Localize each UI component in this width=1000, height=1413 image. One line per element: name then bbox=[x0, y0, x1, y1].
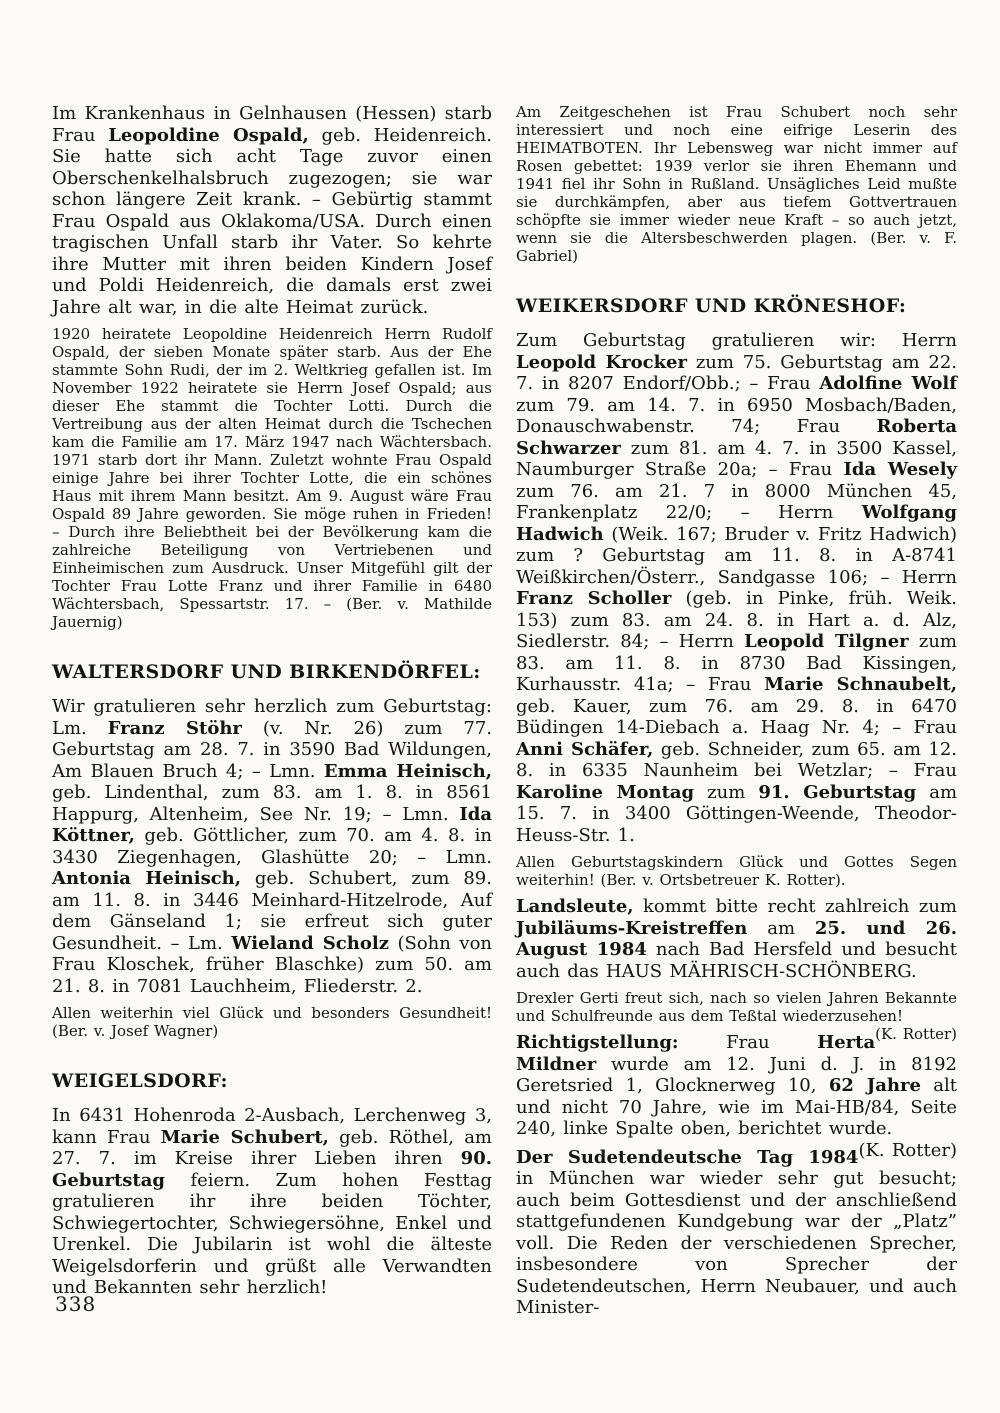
text-run: kommt bitte recht zahlreich zum bbox=[633, 896, 957, 917]
text-run: geb. Göttlicher, zum 70. am 4. 8. in 3430 Ziegenhagen, Glashütte 20; – Lmn. bbox=[52, 825, 492, 868]
article-paragraph bbox=[52, 103, 492, 318]
text-run: zum 75. Geburtstag am 22. 7. in 8207 Endorf/Obb.; – Frau bbox=[516, 351, 957, 394]
text-run: Frau bbox=[678, 1032, 818, 1053]
bold-text-run: Herta Mildner bbox=[516, 1032, 876, 1075]
text-run: zum 83. am 11. 8. in 8730 Bad Kissingen, Kurhausstr. 41a; – Frau bbox=[516, 631, 957, 695]
bold-text-run: Franz Scholler bbox=[516, 588, 672, 609]
article-paragraph bbox=[52, 1004, 492, 1040]
text-run: geb. Röthel, am 27. 7. im Kreise ihrer Lieben ihren bbox=[52, 1126, 493, 1169]
text-run: zum 81. am 4. 7. in 3500 Kassel, Naumburger Straße 20a; – Frau bbox=[516, 437, 957, 480]
section-heading: WEIKERSDORF UND KRÖNESHOF: bbox=[516, 295, 907, 317]
bold-text-run: 90. Geburtstag bbox=[52, 1148, 492, 1191]
bold-text-run: Marie Schubert, bbox=[160, 1126, 329, 1148]
text-run: In 6431 Hohenroda 2-Ausbach, Lerchenweg 3, kann Frau bbox=[52, 1105, 492, 1148]
bold-text-run: Antonia Heinisch, bbox=[52, 868, 242, 889]
bold-text-run: Wieland Scholz bbox=[231, 932, 389, 954]
article-paragraph bbox=[52, 325, 492, 631]
text-run: geb. Lindenthal, zum 83. am 1. 8. in 8561 Happurg, Altenheim, See Nr. 19; – Lmn. bbox=[52, 782, 492, 825]
text-run: am bbox=[747, 917, 815, 939]
text-run: 1920 heiratete Leopoldine Heidenreich Herrn Rudolf Ospald, der sieben Monate später starb. Aus der Ehe stammte Sohn Rudi, der im 2. Weltkrieg gefallen ist. Im November 1922 heiratete sie Herrn Josef Ospald; aus dieser Ehe stammt die Tochter Lotti. Durch die Vertreibung aus der alten Heimat durch die Tschechen kam die Familie am 17. März 1947 nach Wächtersbach. 1971 starb dort ihr Mann. Zuletzt wohnte Frau Ospald einige Jahre bei ihrer Tochter Lotte, die ein schönes Haus mit ihrem Mann besitzt. Am 9. August wäre Frau Ospald 89 Jahre geworden. Sie möge ruhen in Frieden! – Durch ihre Beliebtheit bei der Bevölkerung kam die zahlreiche Beteiligung von Vertriebenen und Einheimischen zum Ausdruck. Unser Mitgefühl gilt der Tochter Frau Lotte Franz und ihrer Familie in 6480 Wächtersbach, Spessartstr. 17. – (Ber. v. Mathilde Jauernig) bbox=[52, 325, 492, 631]
text-run: wurde am 12. Juni d. J. in 8192 Geretsried 1, Glocknerweg 10, bbox=[516, 1053, 957, 1096]
bold-text-run: Marie Schnaubelt, bbox=[764, 674, 958, 695]
text-run: (Weik. 167; Bruder v. Fritz Hadwich) zum ? Geburtstag am 11. 8. in A-8741 Weißkirchen/Österr., Sandgasse 106; – Herrn bbox=[516, 523, 957, 588]
text-run: geb. Heidenreich. Sie hatte sich acht Tage zuvor einen Oberschenkelhalsbruch zugezogen; sie war schon längere Zeit krank. – Gebürtig stammt Frau Ospald aus Oklakoma/USA. Durch einen tragischen Unfall starb ihr Vater. So kehrte ihre Mutter mit ihren beiden Kindern Josef und Poldi Heidenreich, die damals erst zwei Jahre alt war, in die alte Heimat zurück. bbox=[52, 124, 492, 318]
bold-text-run: 91. Geburtstag bbox=[758, 781, 917, 803]
section-heading: WEIGELSDORF: bbox=[52, 1070, 228, 1092]
bold-text-run: Der Sudetendeutsche Tag 1984 bbox=[516, 1146, 859, 1168]
bold-text-run: Anni Schäfer, bbox=[516, 738, 654, 760]
article-paragraph bbox=[516, 853, 957, 889]
article-paragraph bbox=[516, 896, 957, 982]
text-run: (K. Rotter) bbox=[875, 1025, 957, 1043]
text-run: in München war wieder sehr gut besucht; auch beim Gottesdienst und der anschließend stattgefundenen Kundgebung war der „Platz” voll. Die Reden der verschiedenen Sprecher, insbesondere von Sprecher der Sudetendeutschen, Herrn Neubauer, und auch Minister- bbox=[516, 1168, 957, 1318]
text-run: Allen weiterhin viel Glück und besonders Gesundheit! (Ber. v. Josef Wagner) bbox=[52, 1004, 492, 1040]
bold-text-run: Leopold Tilgner bbox=[744, 631, 909, 652]
text-run: Drexler Gerti freut sich, nach so vielen Jahren Bekannte und Schulfreunde aus dem Teßtal wiederzusehen! bbox=[516, 989, 957, 1025]
article-paragraph bbox=[52, 1105, 492, 1299]
bold-text-run: Jubiläums-Kreistreffen bbox=[516, 917, 748, 939]
bold-text-run: Franz Stöhr bbox=[107, 717, 242, 739]
bold-text-run: Adolfine Wolf bbox=[819, 373, 958, 394]
bold-text-run: Emma Heinisch, bbox=[323, 760, 492, 782]
text-run: (Sohn von Frau Kloschek, früher Blaschke) zum 50. am 21. 8. in 7081 Lauchheim, Fliederstr. 2. bbox=[52, 932, 493, 997]
page-number: 338 bbox=[55, 1292, 97, 1316]
article-paragraph bbox=[516, 103, 957, 265]
bold-text-run: 25. und 26. August 1984 bbox=[516, 917, 957, 960]
text-run: nach Bad Hersfeld und besucht auch das HAUS MÄHRISCH-SCHÖNBERG. bbox=[516, 939, 957, 982]
text-run: Allen Geburtstagskindern Glück und Gottes Segen weiterhin! (Ber. v. Ortsbetreuer K. Rotter). bbox=[516, 853, 957, 889]
text-run: Im Krankenhaus in Gelnhausen (Hessen) starb Frau bbox=[52, 103, 492, 146]
text-run: geb. Kauer, zum 76. am 29. 8. in 6470 Büdingen 14-Diebach a. Haag Nr. 4; – Frau bbox=[516, 695, 957, 738]
text-run: am 15. 7. in 3400 Göttingen-Weende, Theodor-Heuss-Str. 1. bbox=[516, 781, 958, 846]
bold-text-run: Leopoldine Ospald, bbox=[108, 124, 309, 146]
section-heading: WALTERSDORF UND BIRKENDÖRFEL: bbox=[52, 661, 481, 683]
text-run: geb. Schubert, zum 89. am 11. 8. in 3446 Meinhard-Hitzelrode, Auf dem Gänseland 1; sie erfreut sich guter Gesundheit. – Lm. bbox=[52, 868, 492, 954]
text-run: Wir gratulieren sehr herzlich zum Geburtstag: Lm. bbox=[52, 696, 492, 739]
text-run: Am Zeitgeschehen ist Frau Schubert noch sehr interessiert und noch eine eifrige Leserin des HEIMATBOTEN. Ihr Lebensweg war nicht immer auf Rosen gebettet: 1939 verlor sie ihren Ehemann und 1941 fiel ihr Sohn in Rußland. Unsägliches Leid mußte sie durchkämpfen, aber aus tiefem Gottvertrauen schöpfte sie immer wieder neue Kraft – so auch jetzt, wenn sie die Altersbeschwerden plagen. (Ber. v. F. Gabriel) bbox=[516, 103, 957, 265]
article-paragraph bbox=[516, 1147, 957, 1319]
text-run: zum bbox=[694, 781, 759, 803]
text-run: (v. Nr. 26) zum 77. Geburtstag am 28. 7. in 3590 Bad Wildungen, Am Blauen Bruch 4; – Lmn. bbox=[52, 717, 493, 782]
text-run: zum 79. am 14. 7. in 6950 Mosbach/Baden, Donauschwabenstr. 74; Frau bbox=[516, 394, 957, 437]
text-run: zum 76. am 21. 7 in 8000 München 45, Frankenplatz 22/0; – Herrn bbox=[516, 480, 957, 523]
text-run: geb. Schneider, zum 65. am 12. 8. in 6335 Naunheim bei Wetzlar; – Frau bbox=[516, 738, 957, 781]
column-right bbox=[516, 103, 957, 1319]
bold-text-run: Ida Köttner, bbox=[52, 803, 492, 846]
bold-text-run: Karoline Montag bbox=[516, 781, 695, 803]
text-run: (geb. in Pinke, früh. Weik. 153) zum 83. am 24. 8. in Hart a. d. Alz, Siedlerstr. 84; – Herrn bbox=[516, 588, 957, 652]
text-run: (K. Rotter) bbox=[858, 1139, 957, 1161]
bold-text-run: 62 Jahre bbox=[828, 1075, 921, 1096]
bold-text-run: Landsleute, bbox=[516, 896, 634, 917]
text-run: feiern. Zum hohen Festtag gratulieren ihr ihre beiden Töchter, Schwiegertochter, Schwiegersöhne, Enkel und Urenkel. Die Jubilarin ist wohl die älteste Weigelsdorferin und grüßt alle Verwandten und Bekannten sehr herzlich! bbox=[52, 1169, 492, 1298]
text-run: Zum Geburtstag gratulieren wir: Herrn bbox=[516, 330, 957, 351]
bold-text-run: Leopold Krocker bbox=[516, 351, 687, 373]
article-paragraph bbox=[52, 696, 492, 997]
bold-text-run: Wolfgang Hadwich bbox=[516, 502, 957, 545]
bold-text-run: Richtigstellung: bbox=[516, 1032, 679, 1053]
bold-text-run: Ida Wesely bbox=[843, 459, 957, 480]
bold-text-run: Roberta Schwarzer bbox=[516, 416, 957, 459]
column-left bbox=[52, 103, 492, 1299]
article-paragraph bbox=[516, 330, 957, 846]
text-run: alt und nicht 70 Jahre, wie im Mai-HB/84, Seite 240, linke Spalte oben, berichtet wurde. bbox=[516, 1075, 957, 1139]
